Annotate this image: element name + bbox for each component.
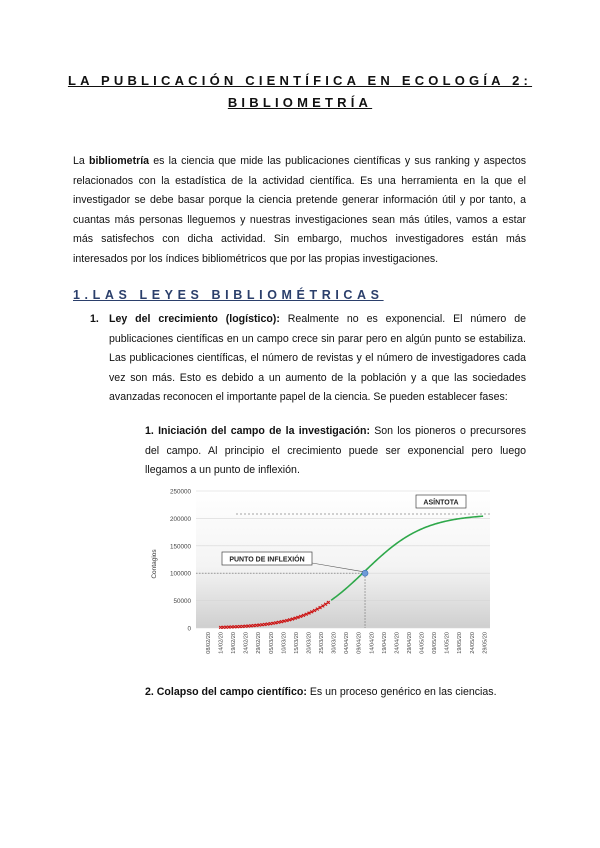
- phase2-text: Es un proceso genérico en las ciencias.: [306, 686, 497, 698]
- law-growth-title: Ley del crecimiento (logístico):: [109, 313, 280, 325]
- x-tick-labels: [206, 632, 488, 654]
- title-line-1: LA PUBLICACIÓN CIENTÍFICA EN ECOLOGÍA 2:: [67, 73, 533, 88]
- item-number: 1.: [90, 313, 99, 325]
- x-tick-label: 29/02/20: [256, 632, 263, 654]
- phase2-title: 2. Colapso del campo científico:: [145, 686, 307, 698]
- x-tick-label: 14/02/20: [218, 632, 225, 654]
- inflection-point: [362, 570, 368, 576]
- x-tick-label: 20/03/20: [306, 632, 313, 654]
- logistic-growth-chart: [148, 484, 490, 668]
- x-tick-label: 25/03/20: [319, 632, 326, 654]
- x-tick-label: 24/02/20: [243, 632, 250, 654]
- section-heading: 1.LAS LEYES BIBLIOMÉTRICAS: [73, 288, 384, 302]
- y-tick-label: 0: [187, 625, 191, 633]
- y-tick-label: 100000: [169, 570, 191, 578]
- law-growth-paragraph: [109, 310, 526, 408]
- phase2-paragraph: [145, 683, 526, 703]
- x-tick-label: 24/05/20: [469, 632, 476, 654]
- phase1-paragraph: [145, 422, 526, 481]
- inflection-label: PUNTO DE INFLEXIÓN: [229, 556, 305, 564]
- x-tick-label: 29/04/20: [406, 632, 413, 654]
- x-tick-label: 30/03/20: [331, 632, 338, 654]
- y-tick-label: 200000: [169, 515, 191, 523]
- x-tick-label: 24/04/20: [394, 632, 401, 654]
- phase1-title: 1. Iniciación del campo de la investigación:: [145, 425, 370, 437]
- x-tick-label: 19/02/20: [231, 632, 238, 654]
- x-tick-label: 09/05/20: [432, 632, 439, 654]
- y-tick-label: 250000: [169, 488, 191, 496]
- x-tick-label: 05/03/20: [268, 632, 275, 654]
- phase1-text: Son los pioneros o precursores del campo. Al principio el crecimiento puede ser exponencial pero luego llegamos a un punto de inflexión.: [145, 425, 527, 477]
- x-tick-label: 04/04/20: [344, 632, 351, 654]
- x-tick-label: 09/04/20: [356, 632, 363, 654]
- law-growth-text: Realmente no es exponencial. El número de publicaciones científicas en un campo crece sin parar pero en algún punto se estabiliza. Las publicaciones científicas, el número de revistas y el número de investigadores cada vez son más. Esto es debido a un aumento de la población y a que las sociedades avanzadas reconocen el importante papel de la ciencia. Se pueden establecer fases:: [109, 313, 526, 404]
- y-tick-labels: [170, 489, 192, 633]
- x-tick-label: 14/04/20: [369, 632, 376, 654]
- x-tick-label: 14/05/20: [444, 632, 451, 654]
- intro-text: es la ciencia que mide las publicaciones científicas y sus ranking y aspectos relacionados con la estadística de la actividad científica. Es una herramienta en la que el investigador se debe basar porque la ciencia pretende generar información útil y por tanto, a cuantas más personas lleguemos y nuestras investigaciones sean más útiles, vamos a estar más satisfechos con dicha actividad. Sin embargo, muchos investigadores están más interesados por los índices bibliométricos que por las propias investigaciones.: [73, 155, 527, 265]
- intro-paragraph: [73, 152, 526, 270]
- asymptote-label: ASÍNTOTA: [423, 499, 459, 507]
- x-tick-label: 19/05/20: [457, 632, 464, 654]
- x-tick-label: 29/05/20: [482, 632, 489, 654]
- y-tick-label: 150000: [169, 543, 191, 551]
- x-tick-label: 04/05/20: [419, 632, 426, 654]
- y-tick-label: 50000: [173, 598, 191, 606]
- x-tick-label: 19/04/20: [381, 632, 388, 654]
- intro-term: bibliometría: [89, 155, 150, 167]
- x-tick-label: 15/03/20: [293, 632, 300, 654]
- intro-lead: La: [73, 155, 90, 167]
- title-line-2: BIBLIOMETRÍA: [227, 95, 373, 110]
- x-tick-label: 10/03/20: [281, 632, 288, 654]
- x-tick-label: 08/02/20: [206, 632, 212, 654]
- y-axis-label: Contagios: [151, 549, 158, 579]
